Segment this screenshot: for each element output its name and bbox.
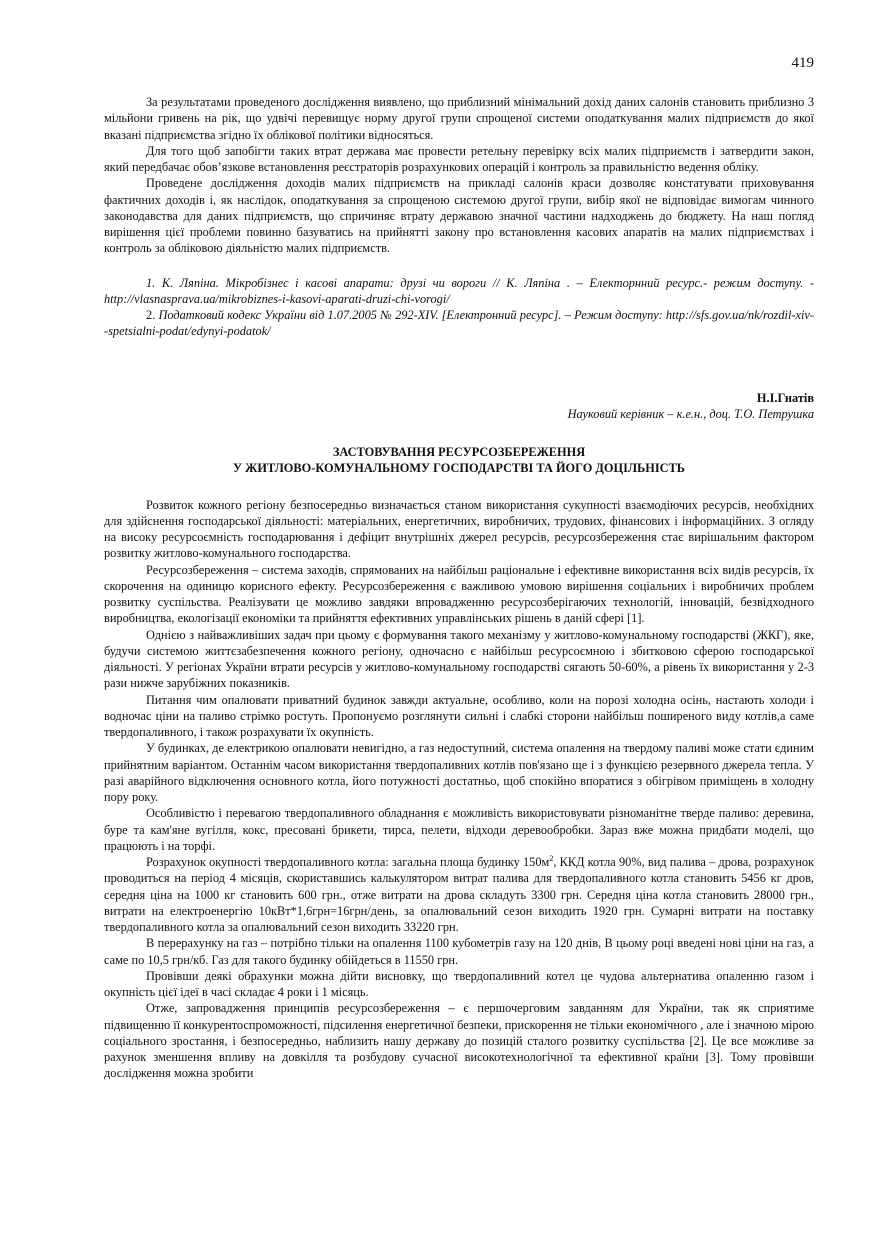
reference-item: 1. К. Ляпіна. Мікробізнес і касові апарати: друзі чи вороги // К. Ляпіна . – Електорнний ресурс.- режим доступу. - http://vlasnasprava.ua/mikrobiznes-i-kasovi-aparati-druzi-chi-vorogi/	[104, 275, 814, 306]
paragraph	[104, 854, 814, 935]
paragraph: Провівши деякі обрахунки можна дійти висновку, що твердопаливний котел це чудова альтернатива опаленню газом і окупність цієї ідеї в часі складає 4 роки і 1 місяць.	[104, 968, 814, 999]
paragraph: Проведене дослідження доходів малих підприємств на прикладі салонів краси дозволяє констатувати приховування фактичних доходів і, як наслідок, оподаткування за спрощеною системою другої групи, вибір якої не відповідає вимогам чинного законодавства для даних підприємств, що спричиняє втрату державою значної частини надходжень до бюджету. На наш погляд вирішення цієї проблеми повинно базуватись на прийнятті закону про встановлення касових апаратів на малих підприємствах і контроль за обліковою діяльністю малих підприємств.	[104, 176, 814, 256]
page-number: 419	[791, 55, 814, 71]
author-name: Н.І.Гнатів	[756, 390, 814, 405]
paragraph: Розвиток кожного регіону безпосередньо визначається станом використання сукупності взаємодіючих ресурсів, необхідних для здійснення господарської діяльності: матеріальних, енергетичних, виробничих, трудових, фінансових і інформаційних. З огляду на високу ресурсоємність господарювання і дефіцит внутрішніх джерел ресурсів, ресурсозбереження стає вирішальним фактором розвитку житлово-комунального господарства.	[104, 497, 814, 561]
paragraph: Однією з найважливіших задач при цьому є формування такого механізму у житлово-комунальному господарстві (ЖКГ), яке, будучи системою життєзабезпечення кожного регіону, одночасно є найбільш ресурсоємною і збитковою сферою господарської діяльності. У регіонах України втрати ресурсів у житлово-комунальному господарстві сягають 50-60%, а рівень їх використання у 2-3 рази нижче зарубіжних показників.	[104, 627, 814, 691]
paragraph: В перерахунку на газ – потрібно тільки на опалення 1100 кубометрів газу на 120 днів, В цьому році введені нові ціни на газ, а саме по 10,5 грн/кб. Газ для такого будинку обійдеться в 11550 грн.	[104, 936, 814, 967]
reference-number: 2.	[146, 308, 156, 322]
paragraph: У будинках, де електрикою опалювати невигідно, а газ недоступний, система опалення на твердому паливі може стати єдиним прийнятним варіантом. Останнім часом використання твердопаливних котлів пов'язано ще і з функцією резервного джерела тепла. У разі аварійного відключення основного котла, його потужності достатньо, щоб спокійно впоратися з обігрівом приміщень в холодну пору року.	[104, 741, 814, 804]
previous-article-conclusion	[104, 94, 814, 257]
reference-text: Податковий кодекс України від 1.07.2005 № 292-XIV. [Електронний ресурс]. – Режим доступу: http://sfs.gov.ua/nk/rozdil-xiv--spetsialni-podat/edynyi-podatok/	[104, 308, 814, 339]
paragraph: Особливістю і перевагою твердопаливного обладнання є можливість використовувати різноманітне тверде паливо: деревина, буре та кам'яне вугілля, кокс, пресовані брикети, тирса, пелети, відходи деревообробки. Зараз вже можна придбати моделі, що працюють і на торфі.	[104, 806, 814, 853]
paragraph: Для того щоб запобігти таких втрат держава має провести ретельну перевірку всіх малих підприємств і затвердити закон, який передбачає обов’язкове встановлення реєстраторів розрахункових операцій і контроль за правильністю ведення обліку.	[104, 143, 814, 174]
paragraph: Ресурсозбереження – система заходів, спрямованих на найбільш раціональне і ефективне використання всіх видів ресурсів, їх скорочення на одиницю корисного ефекту. Ресурсозбереження є важливою умовою вирішення соціальних і виробничих проблем розвитку суспільства. Реалізувати це можливо завдяки впровадженню ресурсозберігаючих технологій, інновацій, безвідходного виробництва, екологізації економіки та прийняття ефективних управлінських рішень в даній сфері [1].	[104, 562, 814, 626]
article-body	[104, 497, 814, 1082]
title-line-2: У ЖИТЛОВО-КОМУНАЛЬНОМУ ГОСПОДАРСТВІ ТА ЙОГО ДОЦІЛЬНІСТЬ	[233, 461, 685, 476]
title-line-1: ЗАСТОВУВАННЯ РЕСУРСОЗБЕРЕЖЕННЯ	[332, 445, 586, 459]
paragraph: За результатами проведеного дослідження виявлено, що приблизний мінімальний дохід даних салонів становить приблизно 3 мільйони гривень на рік, що удвічі перевищує норму другої групи спрощеної системи оподаткування малих підприємств до якої вказані підприємства згідно їх облікової політики відносяться.	[104, 95, 814, 142]
author-block	[104, 390, 814, 423]
text-run: , ККД котла 90%, вид палива – дрова, розрахунок проводиться на період 4 місяців, скориставшись калькулятором витрат палива для твердопаливного котла становить 5456 кг дров, середня ціна на 1000 кг становить 600 грн., отже витрати на дрова складуть 3300 грн. Середня ціна котла становить 28000 грн., витрати на електроенергію 10кВт*1,6грн=16грн/день, за опалювальний сезон виходить 1920 грн. Сумарні витрати на поставку твердопаливного котла за опалювальний сезон виходить 33220 грн.	[104, 855, 814, 934]
text-run: Розрахунок окупності твердопаливного котла: загальна площа будинку 150м	[146, 855, 550, 869]
paragraph: Питання чим опалювати приватний будинок завжди актуальне, особливо, коли на порозі холодна осінь, настають холоди і водночас ціни на паливо стрімко ростуть. Пропонуємо розглянути сильні і слабкі сторони найбільш поширеного виду котлів,а саме твердопаливного, і також розрахувати їх окупність.	[104, 692, 814, 739]
article-title	[104, 444, 814, 477]
paragraph: Отже, запровадження принципів ресурсозбереження – є першочерговим завданням для України, так як сприятиме підвищенню її конкурентоспроможності, підсилення енергетичної безпеки, прискорення не тільки економічного , але і значною мірою соціального зростання, і безпосередньо, наблизить нашу державу до позицій сталого розвитку суспільства [2]. Це все можливе за рахунок зменшення впливу на довкілля та розбудову сучасної високотехнологічної та ефективної країни [3]. Тому провівши дослідження можна зробити	[104, 1001, 814, 1081]
reference-item	[104, 307, 814, 340]
superscript: 2	[549, 853, 554, 863]
reference-list	[104, 275, 814, 340]
supervisor-line: Науковий керівник – к.е.н., доц. Т.О. Петрушка	[567, 406, 814, 421]
